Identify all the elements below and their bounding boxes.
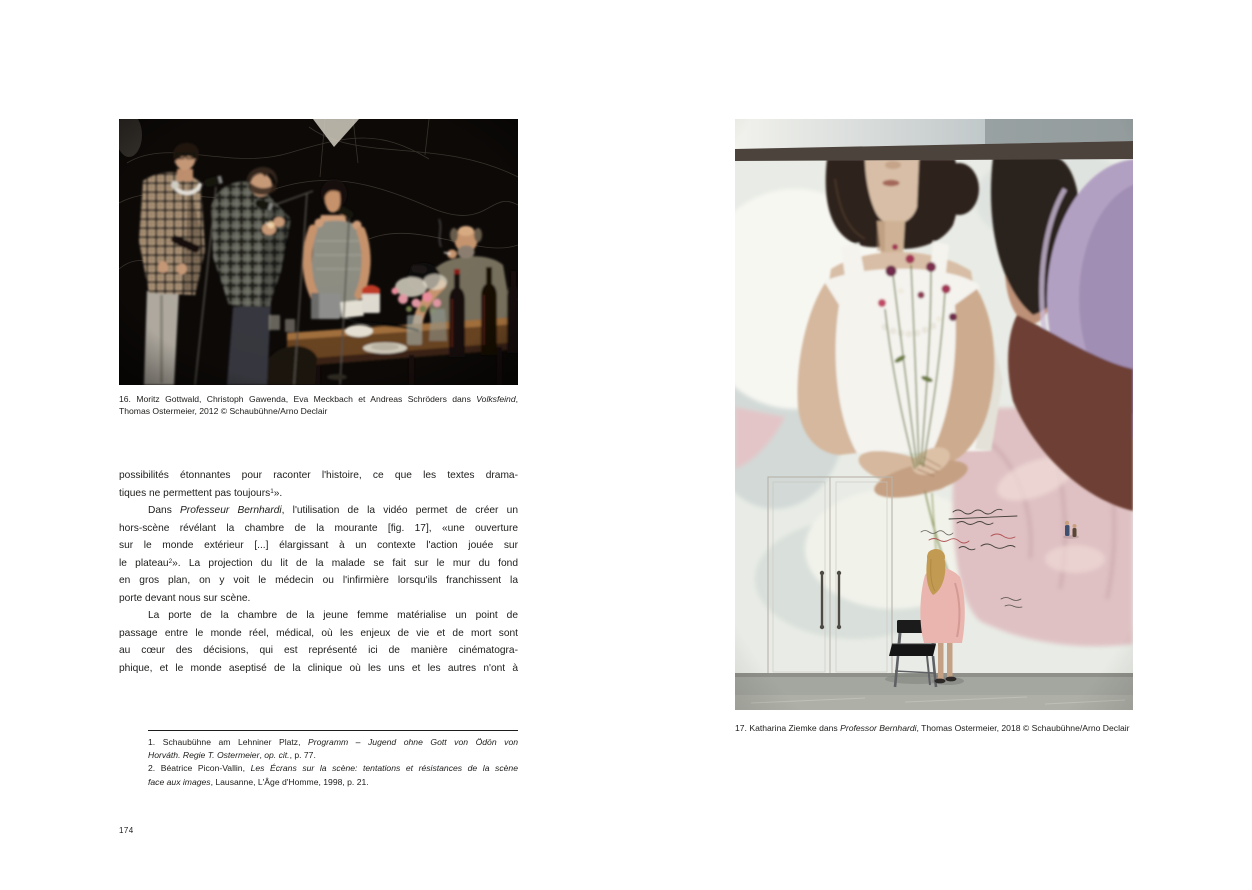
figure-17-caption: 17. Katharina Ziemke dans Professor Bernhardi, Thomas Ostermeier, 2018 © Schaubühne/Arno Declair: [735, 723, 1130, 733]
footnote-rule: [148, 730, 518, 731]
volksfeind-stage-photo: [119, 119, 518, 385]
figure-17-photo: [735, 119, 1133, 710]
page-number: 174: [119, 826, 134, 835]
figure-16-photo: [119, 119, 518, 385]
footnotes: 1. Schaubühne am Lehniner Platz, Programm – Jugend ohne Gott von Ödön von Horváth. Regie T. Ostermeier, op. cit., p. 77. 2. Béatrice Picon-Vallin, Les Écrans sur la scène: tentations et résistances de la scène face aux images, Lausanne, L'Âge d'Homme, 1998, p. 21.: [148, 737, 519, 787]
body-text: possibilités étonnantes pour raconter l'histoire, ce que les textes drama- tiques ne permettent pas toujours$^1$». Dans Professeur Bernhardi, l'utilisation de la vidéo permet de créer un hors-scène révélant la chambre de la mourante [fig. 17], «une ouverture sur le monde extérieur [...] élargissant à un contexte l'action jouée sur le plateau$^2$». La projection du lit de la malade se fait sur le mur du fond en gros plan, on y voit le médecin ou l'infirmière lorsqu'ils franchissent la porte devant nous sur scène. La porte de la chambre de la jeune femme matérialise un point de passage entre le monde réel, médical, où les enjeux de vie et de mort sont au cœur des décisions, qui est représenté ici de manière cinématogra- phique, et le monde aseptisé de la clinique où les uns et les autres n'ont à: [119, 470, 519, 674]
figure-16-caption: 16. Moritz Gottwald, Christoph Gawenda, Eva Meckbach et Andreas Schröders dans Volksfeind, Thomas Ostermeier, 2012 © Schaubühne/Arno Declair: [119, 394, 518, 417]
professor-bernhardi-stage-photo: [735, 119, 1133, 710]
